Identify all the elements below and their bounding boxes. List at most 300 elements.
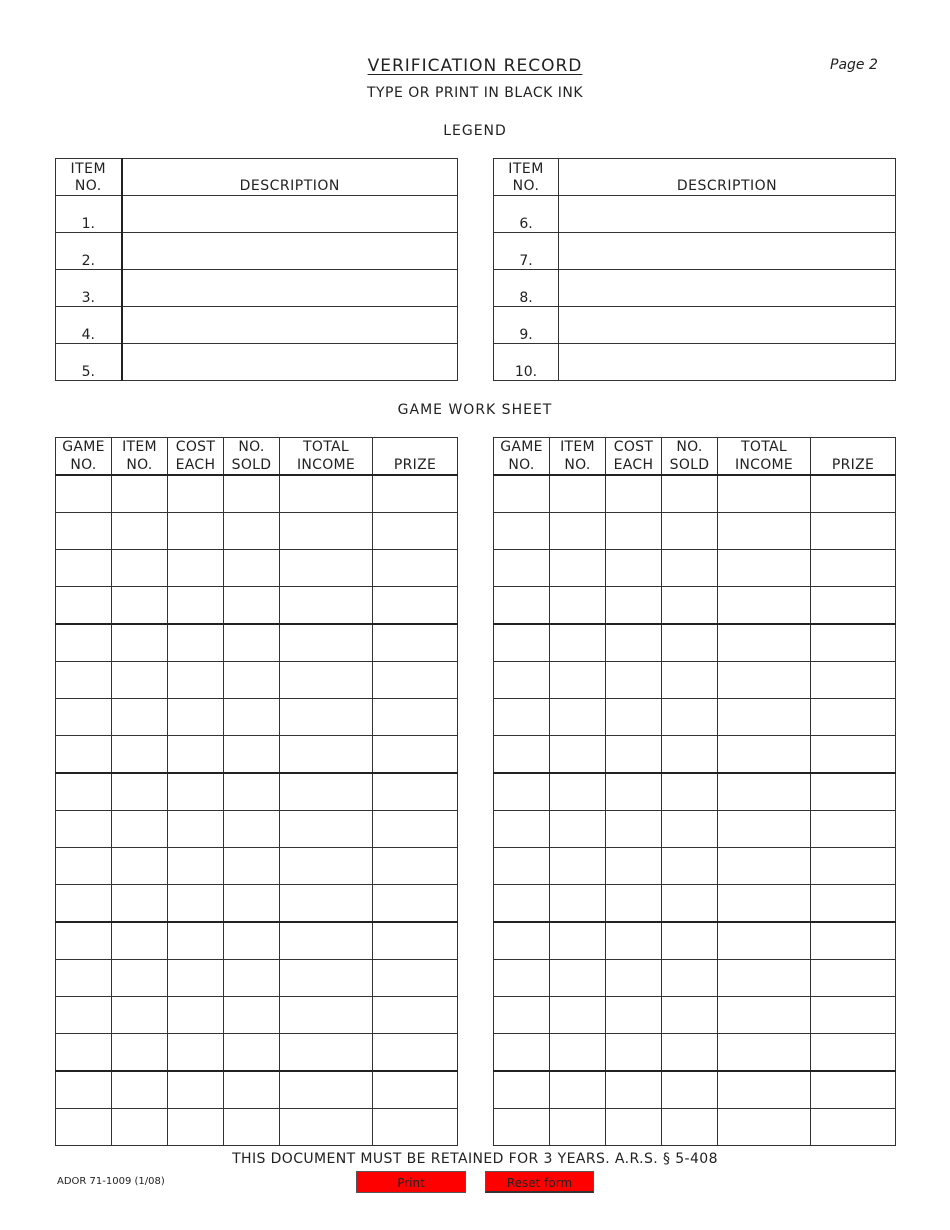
- cell-no-sold: [224, 624, 280, 662]
- cost-each-input[interactable]: [168, 513, 223, 549]
- no-sold-input[interactable]: [224, 923, 279, 959]
- total-income-input[interactable]: [718, 997, 810, 1033]
- no-sold-input[interactable]: [224, 587, 279, 623]
- item-no-input[interactable]: [112, 513, 167, 549]
- game-no-input[interactable]: [494, 1109, 549, 1145]
- cell-prize: [811, 475, 896, 513]
- cost-each-input[interactable]: [168, 476, 223, 512]
- item-no-input[interactable]: [550, 513, 605, 549]
- total-income-input[interactable]: [280, 811, 372, 847]
- no-sold-input[interactable]: [662, 885, 717, 921]
- no-sold-input[interactable]: [224, 811, 279, 847]
- game-no-input[interactable]: [56, 1034, 111, 1070]
- no-sold-input[interactable]: [224, 476, 279, 512]
- cost-each-input[interactable]: [168, 1034, 223, 1070]
- no-sold-input[interactable]: [662, 848, 717, 884]
- total-income-input[interactable]: [280, 736, 372, 772]
- cost-each-input[interactable]: [606, 550, 661, 586]
- cell-no-sold: [662, 1034, 718, 1072]
- cell-item-no: [550, 475, 606, 513]
- no-sold-input[interactable]: [662, 923, 717, 959]
- no-sold-input[interactable]: [662, 550, 717, 586]
- legend-row: [56, 344, 458, 381]
- item-no-input[interactable]: [550, 923, 605, 959]
- cell-cost-each: [168, 1109, 224, 1146]
- prize-input[interactable]: [811, 625, 895, 661]
- column-header-cost-each: COST EACH: [606, 438, 662, 476]
- item-no-input[interactable]: [112, 699, 167, 735]
- cell-no-sold: [224, 475, 280, 513]
- cost-each-input[interactable]: [606, 476, 661, 512]
- cost-each-input[interactable]: [606, 587, 661, 623]
- legend-description-input[interactable]: [559, 307, 895, 343]
- worksheet-row: [56, 885, 458, 923]
- cell-item-no: [112, 699, 168, 736]
- item-no-input[interactable]: [550, 1109, 605, 1145]
- no-sold-input[interactable]: [224, 960, 279, 996]
- cost-each-input[interactable]: [606, 513, 661, 549]
- cell-prize: [811, 1109, 896, 1146]
- total-income-input[interactable]: [280, 923, 372, 959]
- cost-each-input[interactable]: [168, 1109, 223, 1145]
- prize-input[interactable]: [811, 774, 895, 810]
- no-sold-input[interactable]: [224, 699, 279, 735]
- game-no-input[interactable]: [494, 997, 549, 1033]
- cell-game-no: [56, 624, 112, 662]
- cell-no-sold: [224, 1071, 280, 1109]
- prize-input[interactable]: [373, 1109, 457, 1145]
- cell-cost-each: [168, 922, 224, 960]
- item-no-input[interactable]: [550, 550, 605, 586]
- prize-input[interactable]: [373, 550, 457, 586]
- total-income-input[interactable]: [280, 625, 372, 661]
- prize-input[interactable]: [373, 811, 457, 847]
- item-no-input[interactable]: [550, 960, 605, 996]
- worksheet-row: [494, 922, 896, 960]
- no-sold-input[interactable]: [662, 774, 717, 810]
- cost-each-input[interactable]: [606, 736, 661, 772]
- item-no-input[interactable]: [550, 699, 605, 735]
- item-no-input[interactable]: [112, 1034, 167, 1070]
- prize-input[interactable]: [373, 476, 457, 512]
- total-income-input[interactable]: [280, 1034, 372, 1070]
- cost-each-input[interactable]: [606, 662, 661, 698]
- game-no-input[interactable]: [494, 774, 549, 810]
- cost-each-input[interactable]: [606, 885, 661, 921]
- no-sold-input[interactable]: [224, 662, 279, 698]
- no-sold-input[interactable]: [662, 997, 717, 1033]
- total-income-input[interactable]: [718, 960, 810, 996]
- cell-item-no: [112, 736, 168, 774]
- game-no-input[interactable]: [494, 587, 549, 623]
- prize-input[interactable]: [373, 1072, 457, 1108]
- no-sold-input[interactable]: [662, 736, 717, 772]
- prize-input[interactable]: [811, 1109, 895, 1145]
- no-sold-input[interactable]: [662, 662, 717, 698]
- cost-each-input[interactable]: [168, 960, 223, 996]
- item-no-input[interactable]: [550, 848, 605, 884]
- legend-item-number: 1.: [56, 196, 122, 233]
- no-sold-input[interactable]: [224, 885, 279, 921]
- cost-each-input[interactable]: [168, 923, 223, 959]
- cost-each-input[interactable]: [606, 960, 661, 996]
- total-income-input[interactable]: [718, 885, 810, 921]
- cell-no-sold: [224, 960, 280, 997]
- no-sold-input[interactable]: [224, 1034, 279, 1070]
- no-sold-input[interactable]: [224, 736, 279, 772]
- cell-item-no: [112, 550, 168, 587]
- total-income-input[interactable]: [280, 848, 372, 884]
- prize-input[interactable]: [373, 960, 457, 996]
- no-sold-input[interactable]: [662, 960, 717, 996]
- prize-input[interactable]: [373, 513, 457, 549]
- prize-input[interactable]: [811, 960, 895, 996]
- no-sold-input[interactable]: [224, 513, 279, 549]
- legend-item-number: 6.: [494, 196, 559, 233]
- cell-game-no: [56, 811, 112, 848]
- game-no-input[interactable]: [56, 550, 111, 586]
- item-no-input[interactable]: [550, 811, 605, 847]
- worksheet-row: [56, 587, 458, 625]
- cell-game-no: [494, 811, 550, 848]
- total-income-input[interactable]: [280, 699, 372, 735]
- item-no-input[interactable]: [550, 625, 605, 661]
- total-income-input[interactable]: [280, 587, 372, 623]
- game-no-input[interactable]: [494, 625, 549, 661]
- cost-each-input[interactable]: [168, 774, 223, 810]
- total-income-input[interactable]: [718, 699, 810, 735]
- game-no-input[interactable]: [56, 513, 111, 549]
- game-no-input[interactable]: [56, 625, 111, 661]
- cost-each-input[interactable]: [168, 625, 223, 661]
- item-no-input[interactable]: [112, 476, 167, 512]
- worksheet-row: [56, 699, 458, 736]
- game-no-input[interactable]: [494, 1072, 549, 1108]
- game-no-input[interactable]: [56, 476, 111, 512]
- prize-input[interactable]: [373, 662, 457, 698]
- no-sold-input[interactable]: [662, 699, 717, 735]
- item-no-input[interactable]: [550, 476, 605, 512]
- legend-description-cell: [122, 270, 458, 307]
- no-sold-input[interactable]: [662, 1034, 717, 1070]
- total-income-input[interactable]: [718, 774, 810, 810]
- game-no-input[interactable]: [494, 699, 549, 735]
- print-button[interactable]: Print: [356, 1171, 466, 1193]
- total-income-input[interactable]: [280, 1109, 372, 1145]
- game-no-input[interactable]: [56, 1072, 111, 1108]
- item-no-input[interactable]: [112, 662, 167, 698]
- legend-description-header: DESCRIPTION: [559, 159, 896, 196]
- game-no-input[interactable]: [56, 811, 111, 847]
- cell-prize: [373, 960, 458, 997]
- cell-no-sold: [224, 922, 280, 960]
- legend-description-input[interactable]: [559, 196, 895, 232]
- prize-input[interactable]: [811, 885, 895, 921]
- legend-description-input[interactable]: [123, 344, 458, 380]
- total-income-input[interactable]: [718, 736, 810, 772]
- total-income-input[interactable]: [718, 848, 810, 884]
- worksheet-row: [56, 513, 458, 550]
- legend-description-input[interactable]: [559, 233, 895, 269]
- game-no-input[interactable]: [494, 1034, 549, 1070]
- prize-input[interactable]: [373, 625, 457, 661]
- item-no-input[interactable]: [112, 960, 167, 996]
- cost-each-input[interactable]: [606, 1072, 661, 1108]
- total-income-input[interactable]: [280, 662, 372, 698]
- no-sold-input[interactable]: [224, 848, 279, 884]
- column-header-no-sold: NO. SOLD: [662, 438, 718, 476]
- item-no-input[interactable]: [112, 811, 167, 847]
- cell-total-income: [718, 997, 811, 1034]
- worksheet-row: [56, 997, 458, 1034]
- item-no-input[interactable]: [550, 662, 605, 698]
- prize-input[interactable]: [811, 848, 895, 884]
- cost-each-input[interactable]: [168, 997, 223, 1033]
- prize-input[interactable]: [811, 476, 895, 512]
- item-no-input[interactable]: [112, 848, 167, 884]
- no-sold-input[interactable]: [662, 587, 717, 623]
- item-no-input[interactable]: [112, 736, 167, 772]
- cost-each-input[interactable]: [168, 885, 223, 921]
- game-no-input[interactable]: [56, 699, 111, 735]
- item-no-input[interactable]: [550, 774, 605, 810]
- total-income-input[interactable]: [718, 811, 810, 847]
- prize-input[interactable]: [811, 997, 895, 1033]
- total-income-input[interactable]: [718, 476, 810, 512]
- legend-description-input[interactable]: [559, 270, 895, 306]
- item-no-input[interactable]: [112, 997, 167, 1033]
- game-no-input[interactable]: [56, 587, 111, 623]
- cost-each-input[interactable]: [606, 811, 661, 847]
- no-sold-input[interactable]: [662, 1109, 717, 1145]
- cell-total-income: [280, 624, 373, 662]
- cost-each-input[interactable]: [606, 1034, 661, 1070]
- cost-each-input[interactable]: [168, 699, 223, 735]
- legend-description-input[interactable]: [123, 307, 458, 343]
- legend-row: [494, 233, 896, 270]
- no-sold-input[interactable]: [662, 625, 717, 661]
- legend-table-left: [55, 158, 458, 381]
- no-sold-input[interactable]: [662, 811, 717, 847]
- cell-item-no: [550, 736, 606, 774]
- no-sold-input[interactable]: [224, 550, 279, 586]
- prize-input[interactable]: [811, 736, 895, 772]
- cell-cost-each: [606, 773, 662, 811]
- cell-item-no: [112, 997, 168, 1034]
- cost-each-input[interactable]: [168, 848, 223, 884]
- total-income-input[interactable]: [280, 960, 372, 996]
- total-income-input[interactable]: [280, 997, 372, 1033]
- cost-each-input[interactable]: [606, 699, 661, 735]
- no-sold-input[interactable]: [662, 1072, 717, 1108]
- total-income-input[interactable]: [718, 513, 810, 549]
- total-income-input[interactable]: [280, 476, 372, 512]
- cell-game-no: [56, 662, 112, 699]
- game-no-input[interactable]: [56, 960, 111, 996]
- cost-each-input[interactable]: [168, 587, 223, 623]
- worksheet-row: [494, 587, 896, 625]
- cost-each-input[interactable]: [606, 997, 661, 1033]
- legend-row: [494, 270, 896, 307]
- no-sold-input[interactable]: [224, 1109, 279, 1145]
- cell-total-income: [280, 848, 373, 885]
- item-no-input[interactable]: [112, 774, 167, 810]
- total-income-input[interactable]: [718, 1109, 810, 1145]
- total-income-input[interactable]: [280, 550, 372, 586]
- total-income-input[interactable]: [718, 550, 810, 586]
- worksheet-row: [494, 624, 896, 662]
- worksheet-row: [494, 475, 896, 513]
- item-no-input[interactable]: [550, 587, 605, 623]
- no-sold-input[interactable]: [224, 997, 279, 1033]
- prize-input[interactable]: [811, 699, 895, 735]
- game-no-input[interactable]: [494, 662, 549, 698]
- legend-description-cell: [122, 196, 458, 233]
- cost-each-input[interactable]: [606, 848, 661, 884]
- prize-input[interactable]: [811, 662, 895, 698]
- item-no-input[interactable]: [112, 550, 167, 586]
- cell-item-no: [112, 1034, 168, 1072]
- cell-no-sold: [224, 1034, 280, 1072]
- prize-input[interactable]: [373, 997, 457, 1033]
- prize-input[interactable]: [373, 736, 457, 772]
- item-no-input[interactable]: [550, 885, 605, 921]
- total-income-input[interactable]: [718, 625, 810, 661]
- cost-each-input[interactable]: [606, 625, 661, 661]
- legend-description-input[interactable]: [123, 233, 458, 269]
- prize-input[interactable]: [811, 1034, 895, 1070]
- prize-input[interactable]: [811, 923, 895, 959]
- item-no-input[interactable]: [112, 587, 167, 623]
- total-income-input[interactable]: [718, 1034, 810, 1070]
- item-no-input[interactable]: [112, 1072, 167, 1108]
- worksheet-row: [494, 811, 896, 848]
- game-no-input[interactable]: [494, 960, 549, 996]
- game-no-input[interactable]: [56, 774, 111, 810]
- item-no-input[interactable]: [112, 625, 167, 661]
- no-sold-input[interactable]: [662, 513, 717, 549]
- no-sold-input[interactable]: [224, 774, 279, 810]
- game-no-input[interactable]: [494, 848, 549, 884]
- total-income-input[interactable]: [718, 587, 810, 623]
- cost-each-input[interactable]: [606, 774, 661, 810]
- game-no-input[interactable]: [56, 1109, 111, 1145]
- item-no-input[interactable]: [112, 923, 167, 959]
- prize-input[interactable]: [373, 1034, 457, 1070]
- cost-each-input[interactable]: [168, 736, 223, 772]
- item-no-input[interactable]: [550, 1072, 605, 1108]
- item-no-input[interactable]: [550, 997, 605, 1033]
- total-income-input[interactable]: [718, 662, 810, 698]
- total-income-input[interactable]: [280, 1072, 372, 1108]
- game-no-input[interactable]: [494, 923, 549, 959]
- prize-input[interactable]: [373, 885, 457, 921]
- cell-cost-each: [606, 1034, 662, 1072]
- cost-each-input[interactable]: [168, 550, 223, 586]
- prize-input[interactable]: [373, 699, 457, 735]
- game-no-input[interactable]: [494, 550, 549, 586]
- item-no-input[interactable]: [112, 1109, 167, 1145]
- no-sold-input[interactable]: [224, 1072, 279, 1108]
- worksheet-row: [56, 1071, 458, 1109]
- cost-each-input[interactable]: [606, 1109, 661, 1145]
- worksheet-row: [494, 848, 896, 885]
- game-no-input[interactable]: [56, 736, 111, 772]
- game-no-input[interactable]: [56, 923, 111, 959]
- total-income-input[interactable]: [280, 774, 372, 810]
- cell-cost-each: [606, 922, 662, 960]
- cell-no-sold: [224, 1109, 280, 1146]
- cell-no-sold: [224, 773, 280, 811]
- prize-input[interactable]: [373, 774, 457, 810]
- total-income-input[interactable]: [718, 923, 810, 959]
- worksheet-row: [494, 699, 896, 736]
- cell-no-sold: [662, 736, 718, 774]
- legend-description-input[interactable]: [123, 196, 458, 232]
- prize-input[interactable]: [811, 811, 895, 847]
- cell-cost-each: [606, 960, 662, 997]
- reset-form-button[interactable]: Reset form: [485, 1171, 594, 1193]
- prize-input[interactable]: [811, 587, 895, 623]
- cell-item-no: [550, 550, 606, 587]
- item-no-input[interactable]: [550, 736, 605, 772]
- cost-each-input[interactable]: [606, 923, 661, 959]
- cell-item-no: [112, 475, 168, 513]
- legend-row: [56, 270, 458, 307]
- cell-prize: [373, 773, 458, 811]
- game-no-input[interactable]: [494, 476, 549, 512]
- prize-input[interactable]: [811, 513, 895, 549]
- cost-each-input[interactable]: [168, 811, 223, 847]
- legend-description-cell: [122, 344, 458, 381]
- cell-game-no: [494, 699, 550, 736]
- game-no-input[interactable]: [494, 736, 549, 772]
- cell-game-no: [56, 1071, 112, 1109]
- total-income-input[interactable]: [718, 1072, 810, 1108]
- cell-game-no: [494, 662, 550, 699]
- cost-each-input[interactable]: [168, 662, 223, 698]
- game-no-input[interactable]: [494, 811, 549, 847]
- prize-input[interactable]: [373, 587, 457, 623]
- no-sold-input[interactable]: [662, 476, 717, 512]
- legend-description-input[interactable]: [559, 344, 895, 380]
- total-income-input[interactable]: [280, 885, 372, 921]
- game-no-input[interactable]: [56, 848, 111, 884]
- prize-input[interactable]: [373, 923, 457, 959]
- legend-description-input[interactable]: [123, 270, 458, 306]
- legend-item-number: 4.: [56, 307, 122, 344]
- prize-input[interactable]: [811, 1072, 895, 1108]
- prize-input[interactable]: [373, 848, 457, 884]
- cell-no-sold: [662, 550, 718, 587]
- cell-prize: [373, 736, 458, 774]
- item-no-input[interactable]: [112, 885, 167, 921]
- game-no-input[interactable]: [56, 885, 111, 921]
- retention-note: THIS DOCUMENT MUST BE RETAINED FOR 3 YEARS. A.R.S. § 5-408: [232, 1151, 718, 1167]
- total-income-input[interactable]: [280, 513, 372, 549]
- cost-each-input[interactable]: [168, 1072, 223, 1108]
- prize-input[interactable]: [811, 550, 895, 586]
- game-no-input[interactable]: [494, 513, 549, 549]
- game-no-input[interactable]: [56, 662, 111, 698]
- cell-total-income: [718, 773, 811, 811]
- item-no-input[interactable]: [550, 1034, 605, 1070]
- cell-cost-each: [606, 475, 662, 513]
- game-no-input[interactable]: [56, 997, 111, 1033]
- no-sold-input[interactable]: [224, 625, 279, 661]
- game-no-input[interactable]: [494, 885, 549, 921]
- cell-prize: [811, 513, 896, 550]
